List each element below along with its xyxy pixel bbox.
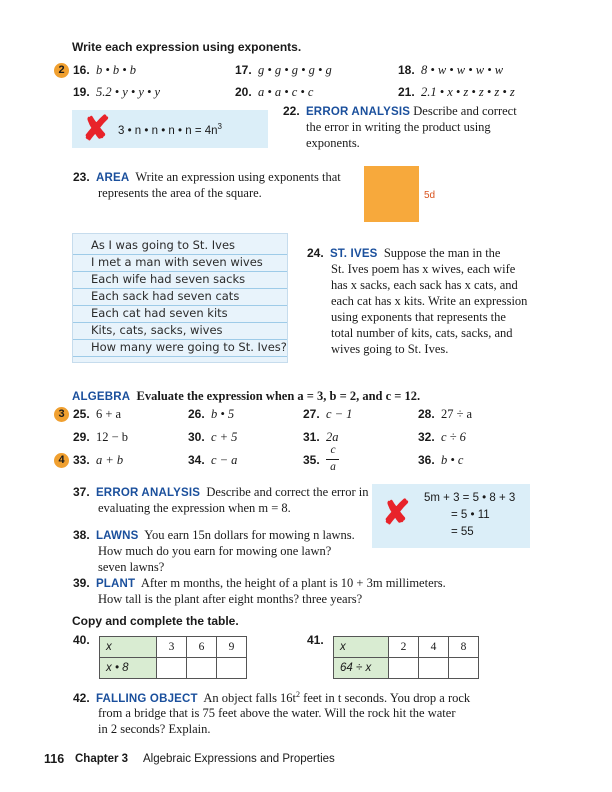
difficulty-marker: 4	[54, 453, 69, 468]
section-heading: Write each expression using exponents.	[72, 40, 302, 54]
error-work-line: = 55	[451, 526, 474, 538]
poem-line: Each wife had seven sacks	[91, 272, 246, 286]
problem-text: feet in t seconds. You drop a rock	[300, 691, 471, 706]
problem-24-line: using exponents that represents the	[331, 310, 506, 324]
problem-expression: b • c	[440, 453, 464, 467]
error-x-icon: ✘	[382, 494, 411, 532]
problem-expression: 6 + a	[95, 407, 122, 421]
problem-31	[303, 430, 338, 445]
area-square	[364, 166, 419, 222]
problem-number: 40.	[73, 633, 90, 647]
table-cell-blank	[157, 658, 187, 679]
error-exponent: 3	[217, 122, 222, 131]
problem-19	[73, 85, 160, 100]
square-side-label: 5d	[424, 190, 436, 201]
table-header-cell: x • 8	[100, 658, 157, 679]
problem-37-line2: evaluating the expression when m = 8.	[98, 501, 291, 515]
problem-24-line: has x sacks, each sack has x cats, and	[331, 278, 518, 292]
problem-26	[188, 407, 234, 422]
problem-number: 21.	[398, 85, 415, 99]
problem-number: 23.	[73, 170, 90, 184]
problem-expression: 5.2 • y • y • y	[95, 85, 161, 99]
problem-24-line: St. Ives poem has x wives, each wife	[331, 262, 516, 276]
table-cell-blank	[187, 658, 217, 679]
difficulty-marker: 2	[54, 63, 69, 78]
problem-expression: c ÷ 6	[440, 430, 466, 444]
table-cell: 2	[389, 637, 419, 658]
problem-number: 41.	[307, 633, 324, 647]
problem-number: 26.	[188, 407, 205, 421]
poem-line: Kits, cats, sacks, wives	[91, 323, 223, 337]
problem-keyword: PLANT	[95, 578, 136, 590]
problem-expression: c − 1	[325, 407, 353, 421]
fraction-denominator: a	[330, 461, 336, 473]
problem-text: After m months, the height of a plant is 10 + 3m millimeters.	[140, 576, 446, 590]
problem-text: Describe and correct the error in	[206, 485, 369, 499]
problem-number: 28.	[418, 407, 435, 421]
table-41	[333, 636, 479, 679]
poem-line: As I was going to St. Ives	[91, 238, 236, 252]
algebra-keyword: ALGEBRA	[72, 391, 131, 403]
problem-number: 19.	[73, 85, 90, 99]
problem-expression: 8 • w • w • w • w	[420, 63, 504, 77]
chapter-title: Algebraic Expressions and Properties	[143, 753, 335, 765]
problem-16	[73, 63, 136, 78]
problem-17	[235, 63, 332, 78]
poem-notebook	[72, 233, 288, 363]
exponent: 2	[296, 690, 301, 699]
problem-35	[303, 453, 320, 468]
page-number: 116	[44, 752, 65, 766]
problem-keyword: FALLING OBJECT	[95, 693, 198, 706]
problem-expression: 2.1 • x • z • z • z • z	[420, 85, 515, 99]
problem-24-line: each cat has x kits. Write an expression	[331, 294, 528, 308]
problem-number: 22.	[283, 104, 300, 118]
problem-expression: c + 5	[210, 430, 238, 444]
problem-number: 17.	[235, 63, 252, 77]
table-cell: 6	[187, 637, 217, 658]
problem-33	[73, 453, 123, 468]
error-expression-text: 3 • n • n • n • n = 4n	[118, 124, 218, 137]
problem-20	[235, 85, 313, 100]
error-work-line: = 5 • 11	[451, 509, 490, 521]
fraction-bar	[326, 459, 339, 460]
problem-number: 35.	[303, 453, 320, 467]
problem-number: 39.	[73, 576, 90, 590]
problem-24	[307, 246, 500, 261]
problem-42-line: in 2 seconds? Explain.	[98, 722, 211, 736]
problem-42	[73, 690, 470, 706]
fraction-numerator: c	[330, 444, 336, 456]
problem-39	[73, 576, 446, 591]
chapter-label: Chapter 3	[75, 753, 129, 765]
problem-number: 24.	[307, 246, 324, 260]
problem-number: 36.	[418, 453, 435, 467]
problem-22	[283, 104, 517, 119]
problem-number: 16.	[73, 63, 90, 77]
problem-number: 37.	[73, 485, 90, 499]
table-cell-blank	[217, 658, 247, 679]
problem-21	[398, 85, 515, 100]
algebra-instructions: Evaluate the expression when a = 3, b = 2, and c = 12.	[136, 389, 421, 403]
problem-38	[73, 528, 355, 543]
problem-28	[418, 407, 472, 422]
error-work-line: 5m + 3 = 5 • 8 + 3	[424, 492, 516, 504]
problem-keyword: ST. IVES	[329, 248, 378, 260]
difficulty-marker: 3	[54, 407, 69, 422]
problem-38-line: How much do you earn for mowing one lawn?	[98, 544, 332, 558]
problem-42-line: from a bridge that is 75 feet above the water. Will the rock hit the water	[98, 706, 456, 720]
problem-expression: c − a	[210, 453, 238, 467]
problem-number: 42.	[73, 691, 90, 706]
problem-expression: a • a • c • c	[257, 85, 314, 99]
problem-expression: a + b	[95, 453, 124, 467]
problem-number: 31.	[303, 430, 320, 444]
table-cell-blank	[419, 658, 449, 679]
table-40	[99, 636, 247, 679]
problem-29	[73, 430, 128, 445]
problem-text: You earn 15n dollars for mowing n lawns.	[144, 528, 355, 542]
problem-keyword: LAWNS	[95, 530, 139, 542]
poem-line: How many were going to St. Ives?	[91, 340, 287, 354]
table-cell: 3	[157, 637, 187, 658]
problem-expression: 2a	[325, 430, 339, 444]
problem-30	[188, 430, 237, 445]
poem-line: Each cat had seven kits	[91, 306, 228, 320]
problem-32	[418, 430, 466, 445]
table-row	[334, 637, 479, 658]
problem-text: Write an expression using exponents that	[135, 170, 341, 184]
problem-24-line: wives going to St. Ives.	[331, 342, 449, 356]
problem-22-line2: the error in writing the product using	[306, 120, 491, 134]
problem-expression: b • b • b	[95, 63, 136, 77]
problem-number: 32.	[418, 430, 435, 444]
problem-expression: g • g • g • g • g	[257, 63, 332, 77]
error-expression	[118, 122, 222, 137]
table-cell-blank	[389, 658, 419, 679]
error-box	[372, 484, 530, 548]
table-row	[100, 658, 247, 679]
problem-number: 33.	[73, 453, 90, 467]
problem-number: 27.	[303, 407, 320, 421]
problem-number: 29.	[73, 430, 90, 444]
problem-number: 30.	[188, 430, 205, 444]
problem-expression: b • 5	[210, 407, 235, 421]
poem-line: Each sack had seven cats	[91, 289, 240, 303]
problem-23	[73, 170, 341, 185]
error-x-icon: ✘	[82, 110, 111, 148]
problem-34	[188, 453, 237, 468]
table-cell: 9	[217, 637, 247, 658]
tables-heading: Copy and complete the table.	[72, 614, 239, 628]
problem-expression: 12 − b	[95, 430, 128, 444]
problem-37	[73, 485, 368, 500]
problem-keyword: ERROR ANALYSIS	[305, 106, 411, 118]
problem-23-line2: represents the area of the square.	[98, 186, 262, 200]
problem-expression: 27 ÷ a	[440, 407, 473, 421]
problem-text: An object falls 16t	[203, 691, 297, 706]
ruled-line	[73, 356, 287, 357]
table-row	[334, 658, 479, 679]
problem-38-line: seven lawns?	[98, 560, 165, 574]
problem-number: 20.	[235, 85, 252, 99]
problem-text: Describe and correct	[413, 104, 517, 118]
problem-number: 38.	[73, 528, 90, 542]
problem-25	[73, 407, 121, 422]
algebra-heading	[72, 389, 420, 404]
poem-line: I met a man with seven wives	[91, 255, 263, 269]
problem-22-line3: exponents.	[306, 136, 360, 150]
table-header-cell: x	[100, 637, 157, 658]
problem-18	[398, 63, 503, 78]
problem-text: Suppose the man in the	[383, 246, 501, 260]
error-box	[72, 110, 268, 148]
problem-24-line: total number of kits, cats, sacks, and	[331, 326, 513, 340]
table-cell: 8	[449, 637, 479, 658]
problem-number: 25.	[73, 407, 90, 421]
problem-number: 18.	[398, 63, 415, 77]
problem-27	[303, 407, 352, 422]
problem-keyword: ERROR ANALYSIS	[95, 487, 201, 499]
table-header-cell: x	[334, 637, 389, 658]
problem-36	[418, 453, 463, 468]
table-cell-blank	[449, 658, 479, 679]
table-header-cell: 64 ÷ x	[334, 658, 389, 679]
table-row	[100, 637, 247, 658]
problem-keyword: AREA	[95, 172, 130, 184]
problem-39-line2: How tall is the plant after eight months? three years?	[98, 592, 363, 606]
table-cell: 4	[419, 637, 449, 658]
problem-number: 34.	[188, 453, 205, 467]
